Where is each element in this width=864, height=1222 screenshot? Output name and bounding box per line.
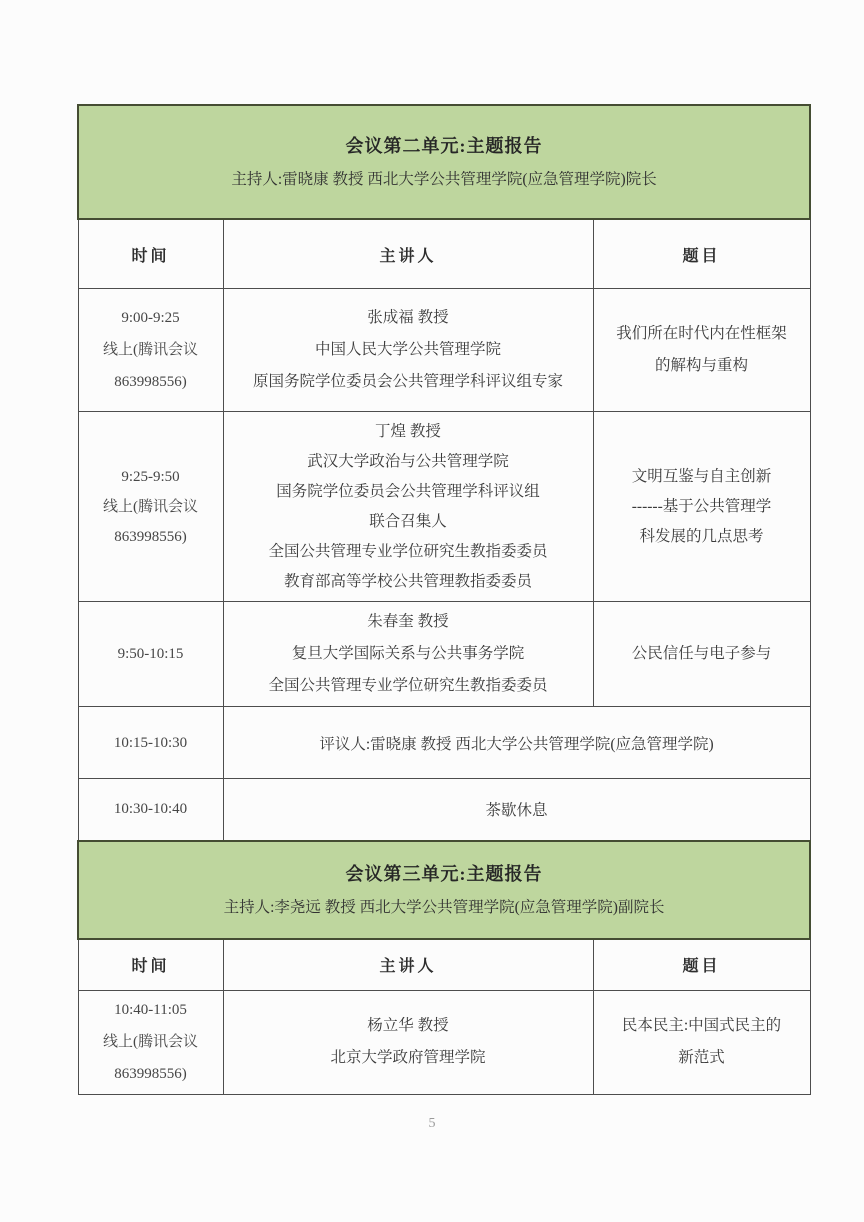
topic-line: 民本民主:中国式民主的	[621, 1017, 782, 1034]
topic-line: 文明互鉴与自主创新	[631, 467, 772, 485]
column-header-speaker: 主讲人	[223, 939, 593, 991]
topic-cell	[593, 990, 810, 1094]
time-cell	[78, 289, 223, 412]
topic-line: 公民信任与电子参与	[631, 645, 772, 662]
section-3-banner-cell	[78, 841, 810, 939]
speaker-line: 丁煌 教授	[375, 422, 441, 440]
time-line: 863998556)	[114, 1066, 187, 1082]
column-header-row	[78, 219, 810, 289]
section-3-banner	[78, 841, 810, 939]
column-header-row	[78, 939, 810, 991]
time-line: 9:00-9:25	[121, 310, 180, 326]
table-row	[78, 990, 810, 1094]
speaker-line: 原国务院学位委员会公共管理学科评议组专家	[252, 373, 563, 390]
speaker-cell	[223, 990, 593, 1094]
page-number: 5	[428, 1116, 436, 1131]
topic-cell	[593, 289, 810, 412]
section-host: 主持人:李尧远 教授 西北大学公共管理学院(应急管理学院)副院长	[223, 898, 665, 916]
speaker-line: 教育部高等学校公共管理教指委委员	[283, 572, 532, 590]
time-line: 线上(腾讯会议	[103, 1034, 198, 1050]
speaker-line: 国务院学位委员会公共管理学科评议组	[276, 482, 540, 500]
time-line: 10:30-10:40	[113, 801, 188, 818]
speaker-cell	[223, 412, 593, 602]
speaker-line: 全国公共管理专业学位研究生教指委委员	[268, 677, 548, 694]
table-row	[78, 602, 810, 707]
table-row	[78, 289, 810, 412]
topic-line: ------基于公共管理学	[631, 497, 772, 515]
speaker-line: 中国人民大学公共管理学院	[314, 341, 501, 358]
time-line: 线上(腾讯会议	[103, 498, 198, 515]
discussant-cell: 评议人:雷晓康 教授 西北大学公共管理学院(应急管理学院)	[223, 707, 810, 779]
time-line: 863998556)	[114, 374, 187, 390]
time-cell	[78, 602, 223, 707]
speaker-line: 复旦大学国际关系与公共事务学院	[291, 645, 525, 662]
section-2-banner	[78, 105, 810, 219]
section-host: 主持人:雷晓康 教授 西北大学公共管理学院(应急管理学院)院长	[231, 171, 657, 188]
speaker-line: 朱春奎 教授	[367, 613, 449, 630]
topic-line: 我们所在时代内在性框架	[616, 325, 787, 342]
column-header-topic: 题目	[593, 939, 810, 991]
time-cell	[78, 990, 223, 1094]
column-header-time: 时间	[78, 939, 223, 991]
time-line: 863998556)	[114, 528, 187, 545]
table-row	[78, 779, 810, 841]
speaker-line: 张成福 教授	[367, 309, 449, 326]
topic-line: 科发展的几点思考	[639, 527, 764, 545]
time-line: 10:40-11:05	[114, 1002, 187, 1018]
section-title: 会议第二单元:主题报告	[345, 136, 543, 156]
time-cell	[78, 412, 223, 602]
speaker-line: 杨立华 教授	[367, 1017, 449, 1034]
tea-break-cell: 茶歇休息	[223, 779, 810, 841]
topic-cell	[593, 412, 810, 602]
speaker-cell	[223, 602, 593, 707]
topic-cell	[593, 602, 810, 707]
time-line: 9:50-10:15	[117, 646, 184, 662]
conference-agenda-table	[77, 104, 811, 1095]
time-line: 10:15-10:30	[113, 734, 188, 751]
speaker-line: 北京大学政府管理学院	[330, 1049, 486, 1066]
time-line: 线上(腾讯会议	[103, 342, 198, 358]
table-row	[78, 707, 810, 779]
time-line: 9:25-9:50	[121, 468, 180, 485]
speaker-cell	[223, 289, 593, 412]
topic-line: 的解构与重构	[655, 357, 749, 374]
speaker-line: 全国公共管理专业学位研究生教指委委员	[268, 542, 548, 560]
column-header-time: 时间	[78, 219, 223, 289]
time-cell	[78, 779, 223, 841]
column-header-speaker: 主讲人	[223, 219, 593, 289]
topic-line: 新范式	[678, 1049, 725, 1066]
speaker-line: 武汉大学政治与公共管理学院	[307, 452, 509, 470]
section-title: 会议第三单元:主题报告	[345, 863, 543, 884]
table-row	[78, 412, 810, 602]
column-header-topic: 题目	[593, 219, 810, 289]
section-2-banner-cell	[78, 105, 810, 219]
speaker-line: 联合召集人	[369, 512, 447, 530]
time-cell	[78, 707, 223, 779]
